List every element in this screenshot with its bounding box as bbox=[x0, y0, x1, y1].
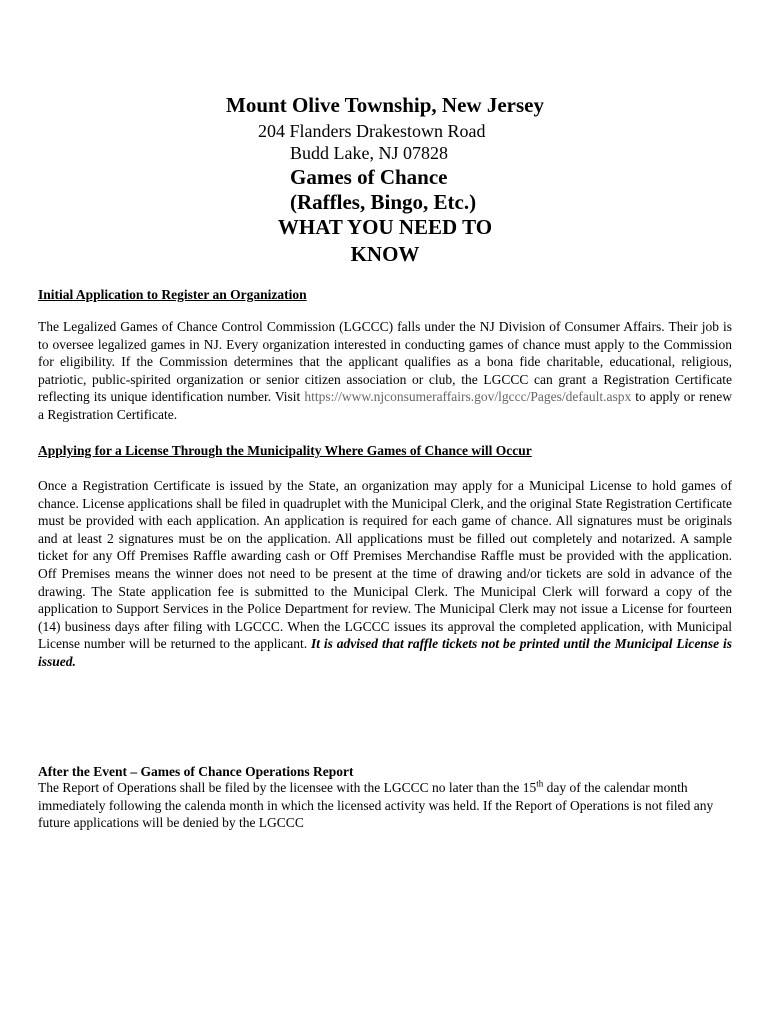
section-body-municipal-license bbox=[38, 477, 732, 671]
body-text: Once a Registration Certificate is issued by the State, an organization may apply for a Municipal License to hold games of chance. License applications shall be filed in quadruplet with the Municipal Clerk, and the original State Registration Certificate must be provided with each application. An application is required for each game of chance. All signatures must be originals and at least 2 signatures must be on the application. All applications must be filled out completely and notarized. A sample ticket for any Off Premises Raffle awarding cash or Off Premises Merchandise Raffle must be provided with the application. Off Premises means the winner does not need to be present at the time of drawing and/or tickets are sold in advance of the drawing. The State application fee is submitted to the Municipal Clerk. The Municipal Clerk will forward a copy of the application to Support Services in the Police Department for review. The Municipal Clerk may not issue a License for fourteen (14) business days after filing with LGCCC. When the LGCCC issues its approval the completed application, with Municipal License number will be returned to the applicant. bbox=[38, 478, 732, 652]
raffle-ticket-advisory: It is advised that raffle tickets not be printed until the Municipal License is issued. bbox=[38, 636, 732, 669]
section-heading-municipal-license: Applying for a License Through the Municipality Where Games of Chance will Occur bbox=[38, 443, 532, 458]
body-text: The Legalized Games of Chance Control Commission (LGCCC) falls under the NJ Division of Consumer Affairs. Their job is to oversee legalized games in NJ. Every organization interested in conducting games of chance must apply to the Commission for eligibility. If the Commission determines that the applicant qualifies as a bona fide charitable, educational, religious, patriotic, public-spirited organization or senior citizen association or club, the LGCCC can grant a Registration Certificate reflecting its unique identification number. Visit bbox=[38, 319, 732, 405]
body-text: to apply or renew a Registration Certificate. bbox=[38, 389, 733, 422]
headline-raffles-bingo: (Raffles, Bingo, Etc.) bbox=[290, 190, 477, 214]
headline-games-of-chance: Games of Chance bbox=[290, 165, 448, 189]
section-heading-initial-application: Initial Application to Register an Organization bbox=[38, 287, 307, 302]
address-street: 204 Flanders Drakestown Road bbox=[258, 121, 486, 141]
body-text: The Report of Operations shall be filed by the licensee with the LGCCC no later than the 15 bbox=[38, 780, 537, 795]
ordinal-suffix: th bbox=[536, 778, 544, 789]
headline-know: KNOW bbox=[350, 242, 420, 266]
section-heading-operations-report: After the Event – Games of Chance Operations Report bbox=[38, 764, 354, 779]
lgccc-website-link[interactable]: https://www.njconsumeraffairs.gov/lgccc/Pages/default.aspx bbox=[304, 389, 632, 405]
body-text: day of the calendar month immediately following the calenda month in which the licensed activity was held. If the Report of Operations is not filed any future applications will be denied by the LGCCC bbox=[38, 780, 714, 831]
section-body-initial-application bbox=[38, 318, 732, 424]
address-city: Budd Lake, NJ 07828 bbox=[290, 143, 448, 163]
section-body-operations-report bbox=[38, 779, 732, 832]
headline-what-you-need: WHAT YOU NEED TO bbox=[277, 215, 493, 239]
document-title: Mount Olive Township, New Jersey bbox=[226, 93, 544, 117]
